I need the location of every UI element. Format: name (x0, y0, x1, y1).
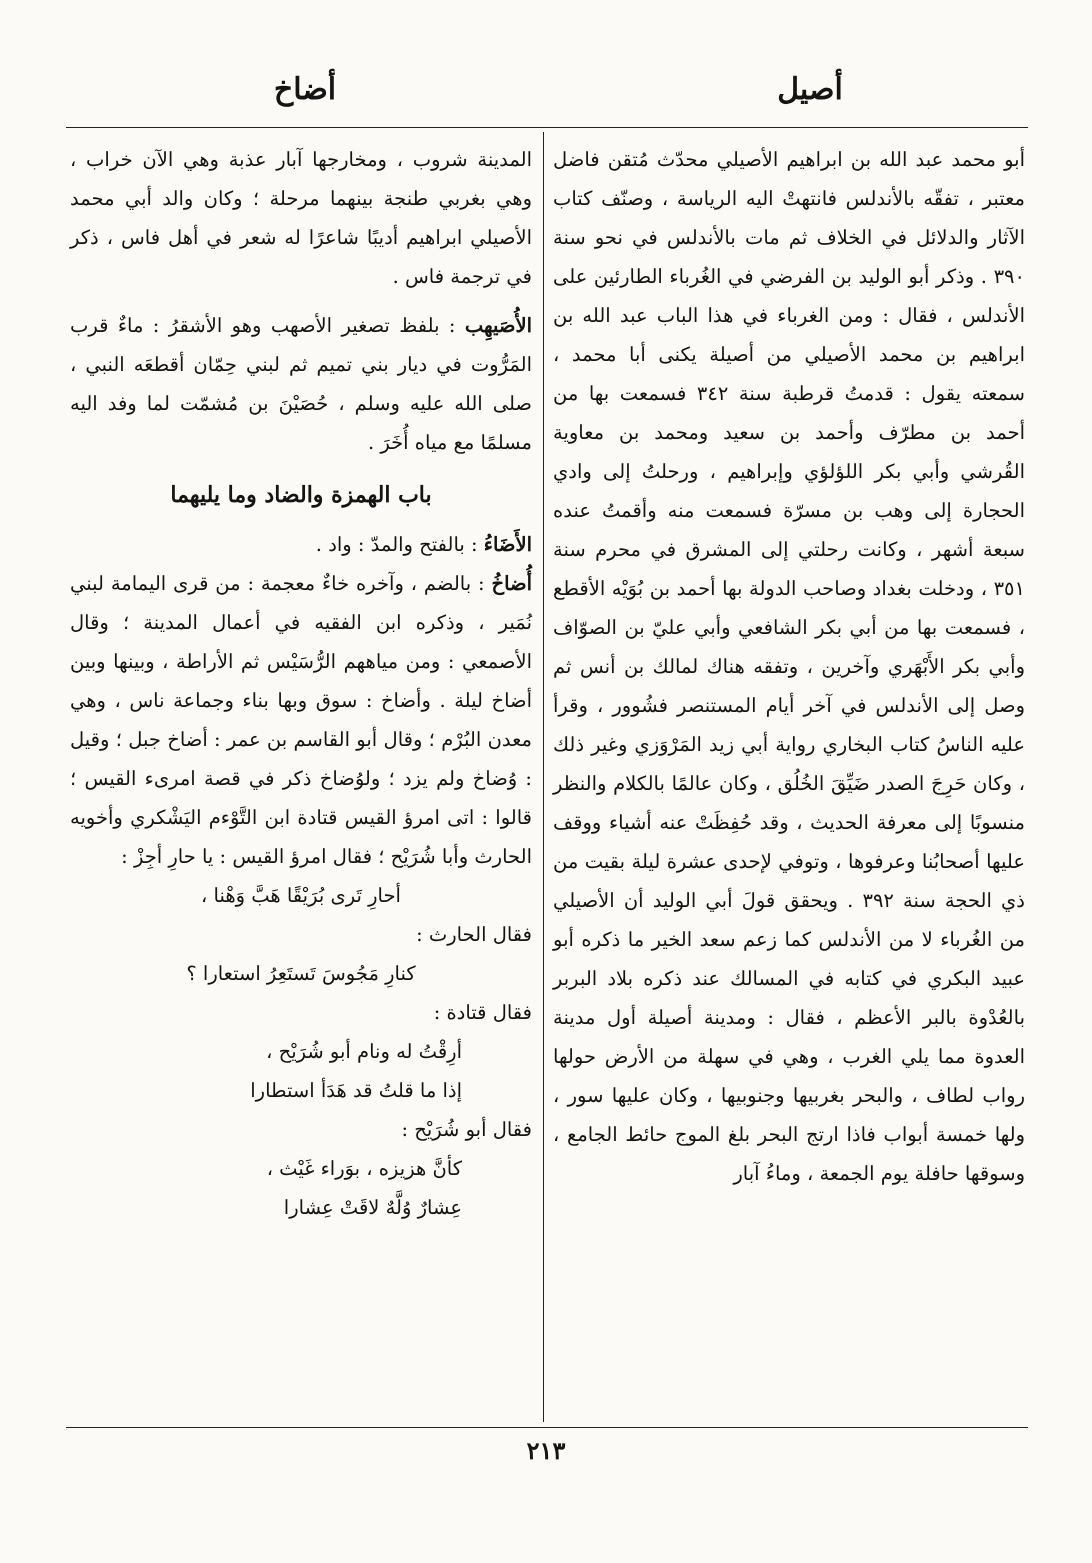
verse-line: عِشارٌ وُلَّهٌ لاقَتْ عِشارا (283, 1196, 462, 1219)
entry-usayhib (70, 306, 532, 462)
entry-headword: الأَضَاءُ (483, 533, 532, 556)
verse-line: كأنَّ هزيزه ، بوَراء غَيْث ، (266, 1157, 462, 1180)
entry-text: : بالضم ، وآخره خاءٌ معجمة : من قرى اليمامة لبني نُمَير ، وذكره ابن الفقيه في أعمال المدينة ؛ وقال الأصمعي : ومن مياههم الرُّسَيْس ثم الأراطة ، وبينها وبين أضاخ ليلة . وأضاخ : سوق وبها بناء وجماعة ناس ، وهي معدن البُرْم ؛ وقال أبو القاسم بن عمر : أضاخ جبل ؛ وقيل : وُضاخ ولم يزد ؛ ولوُضاخ ذكر في قصة امرىء القيس ؛ قالوا : اتى امرؤ القيس قتادة ابن التَّوْءم اليَشْكري وأخويه الحارث وأبا شُرَيْح ؛ فقال امرؤ القيس : يا حارِ أجِزْ : (70, 572, 532, 868)
section-title: باب الهمزة والضاد وما يليهما (170, 482, 432, 508)
speaker-line: فقال الحارث : (416, 923, 532, 946)
running-head-left: أضاخ (273, 72, 337, 107)
entry-text: : بالفتح والمدّ : واد . (315, 533, 478, 556)
continuation-paragraph: المدينة شروب ، ومخارجها آبار عذبة وهي الآن خراب ، وهي بغربي طنجة بينهما مرحلة ؛ وكان والد أبي محمد الأصيلي ابراهيم أديبًا شاعرًا له شعر في أهل فاس ، ذكر في ترجمة فاس . (70, 148, 532, 288)
bottom-rule (66, 1427, 1028, 1428)
verse-line: إذا ما قلتُ قد هَدَأ استطارا (250, 1079, 462, 1102)
entry-headword: أُضاخُ (491, 572, 532, 595)
entry-adaa (70, 525, 532, 564)
entry-headword: الأُصَيهِب (464, 314, 533, 337)
right-column-text: أبو محمد عبد الله بن ابراهيم الأصيلي محدّث مُتقن فاضل معتبر ، تفقّه بالأندلس فانتهتْ اليه الرياسة ، وصنّف كتاب الآثار والدلائل في الخلاف ثم مات بالأندلس في نحو سنة ٣٩٠ . وذكر أبو الوليد بن الفرضي في الغُرباء الطارئين على الأندلس ، فقال : ومن الغرباء في هذا الباب عبد الله بن ابراهيم بن محمد الأصيلي من أصيلة يكنى أبا محمد ، سمعته يقول : قدمتُ قرطبة سنة ٣٤٢ فسمعت بها من أحمد بن مطرّف وأحمد بن سعيد ومحمد بن معاوية القُرشي وأبي بكر اللؤلؤي وإبراهيم ، ورحلتُ إلى وادي الحجارة إلى وهب بن مسرّة فسمعت منه وأقمتُ عنده سبعة أشهر ، وكانت رحلتي إلى المشرق في محرم سنة ٣٥١ ، ودخلت بغداد وصاحب الدولة بها أحمد بن بُوَيْه الأقطع ، فسمعت بها من أبي بكر الشافعي وأبي عليّ بن الصوّاف وأبي بكر الأَبْهَري وآخرين ، وتفقه هناك لمالك بن أنس ثم وصل إلى الأندلس في آخر أيام المستنصر فشُوور ، وقرأ عليه الناسُ كتاب البخاري رواية أبي زيد المَرْوَزي وغير ذلك ، وكان حَرِجَ الصدر ضَيِّقَ الخُلُق ، وكان عالمًا بالكلام والنظر منسوبًا إلى معرفة الحديث ، وقد حُفِظَتْ عنه أشياء ووقف عليها أصحابُنا وعرفوها ، وتوفي لإحدى عشرة ليلة بقيت من ذي الحجة سنة ٣٩٢ . ويحقق قولَ أبي الوليد أن الأصيلي من الغُرباء لا من الأندلس كما زعم سعد الخير ما ذكره أبو عبيد البكري في كتابه في المسالك عند ذكره بلاد البربر بالعُدْوة بالبر الأعظم ، فقال : ومدينة أصيلة أول مدينة العدوة مما يلي الغرب ، وهي في سهلة من الأرض حولها رواب لطاف ، والبحر بغربيها وجنوبيها ، وكان عليها سور ، ولها خمسة أبواب فاذا ارتج البحر بلغ الموج حائط الجامع ، وسوقها حافلة يوم الجمعة ، وماءُ آبار (553, 148, 1026, 1185)
entry-adakh (70, 564, 532, 876)
right-column (553, 140, 1025, 1193)
running-head-right: أصيل (777, 72, 843, 107)
speaker-line: فقال أبو شُرَيْح : (401, 1118, 532, 1141)
top-rule (66, 127, 1028, 128)
verse-line: كنارِ مَجُوسَ تَستَعِرُ استعارا ؟ (186, 962, 416, 985)
verse-line: أحارِ تَرى بُرَيْقًا هَبَّ وَهْنا ، (201, 884, 401, 907)
page-number: ٢١٣ (526, 1436, 566, 1465)
left-column (70, 140, 532, 1227)
entry-text: : بلفظ تصغير الأصهب وهو الأشقرُ : ماءٌ قرب المَرُّوت في ديار بني تميم ثم لبني حِمّان أقطعَه النبي ، صلى الله عليه وسلم ، حُصَيْنَ بن مُشمّت لما وفد اليه مسلمًا مع مياه أُخَرَ . (70, 314, 532, 454)
speaker-line: فقال قتادة : (433, 1001, 532, 1024)
verse-line: أرِقْتُ له ونام أبو شُرَيْح ، (266, 1040, 462, 1063)
column-divider (543, 132, 544, 1422)
